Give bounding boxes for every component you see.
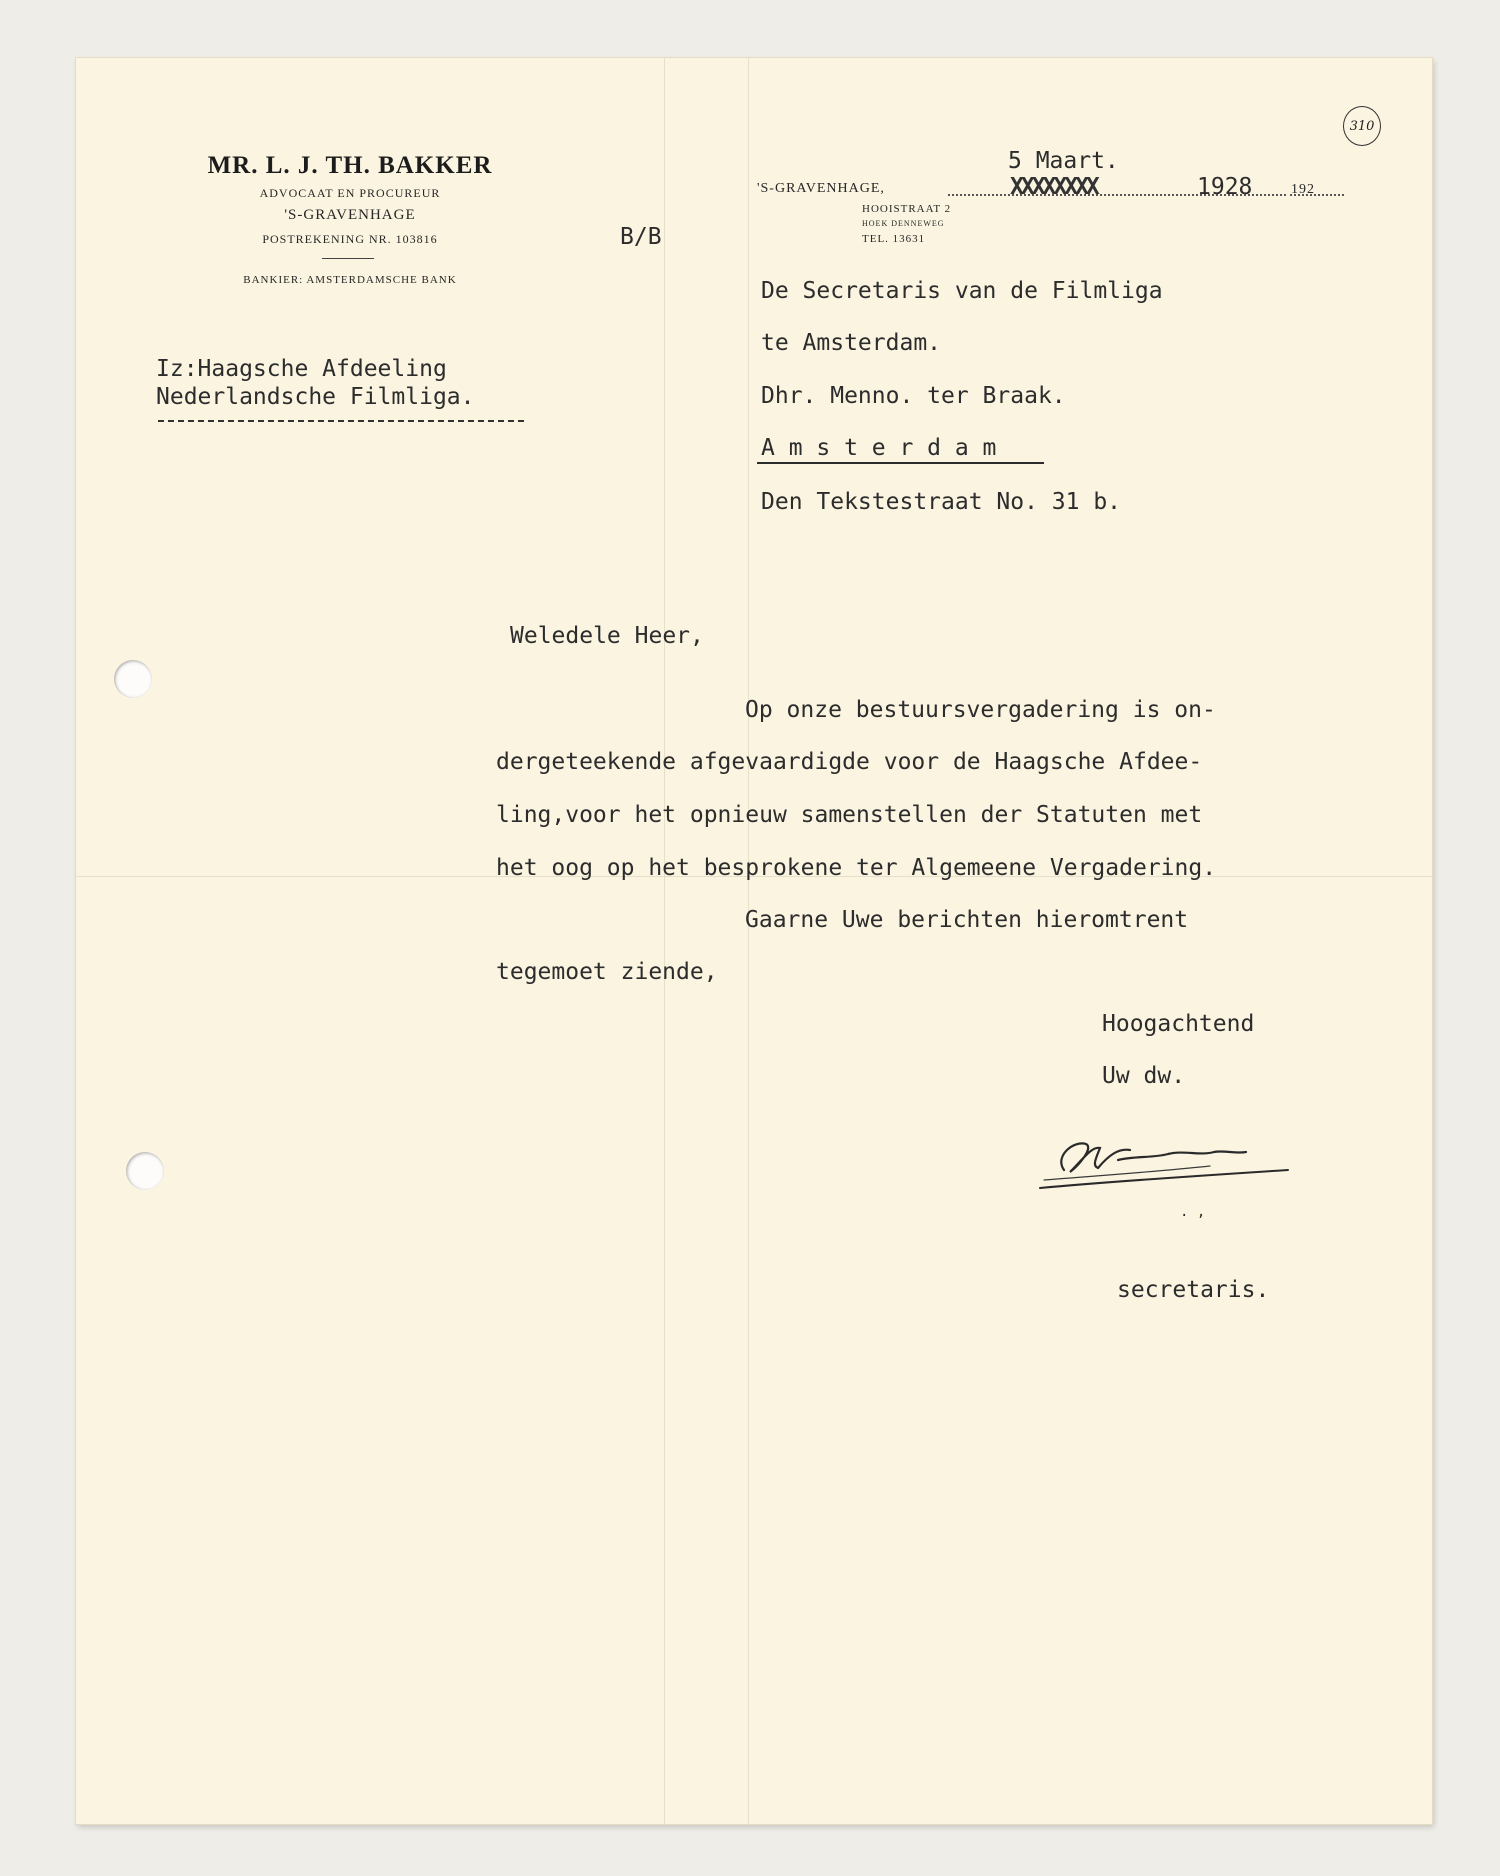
- letterhead-profession: ADVOCAAT EN PROCUREUR: [259, 186, 441, 200]
- letterhead-address-2: HOEK DENNEWEG: [862, 219, 945, 228]
- letterhead-telephone: TEL. 13631: [862, 233, 926, 245]
- letterhead-place: 'S-GRAVENHAGE,: [757, 181, 885, 196]
- archive-number-text: 310: [1349, 118, 1375, 134]
- sender-line-1: Iz:Haagsche Afdeeling: [156, 356, 447, 382]
- closing-title: secretaris.: [1117, 1277, 1270, 1303]
- fold-crease-vertical-2: [748, 58, 749, 1824]
- date-dotted-line: [948, 194, 1286, 196]
- letterhead-postrekening: POSTREKENING NR. 103816: [262, 232, 438, 246]
- handwritten-signature: [1034, 1126, 1294, 1196]
- recipient-line-4: A m s t e r d a m: [761, 435, 997, 461]
- body-p1-line-4: het oog op het besprokene ter Algemeene Vergadering.: [496, 855, 1217, 881]
- letterhead-year-printed: 192: [1291, 182, 1315, 197]
- body-p2-line-2: tegemoet ziende,: [496, 959, 718, 985]
- letterhead-bankier: BANKIER: AMSTERDAMSCHE BANK: [243, 274, 457, 286]
- fold-crease-vertical: [664, 58, 665, 1824]
- closing-line-2: Uw dw.: [1102, 1063, 1186, 1089]
- letterhead-address-1: HOOISTRAAT 2: [862, 203, 952, 215]
- date-day-month: 5 Maart.: [1008, 148, 1119, 174]
- sender-line-2: Nederlandsche Filmliga.: [156, 384, 475, 410]
- recipient-city-underline: [757, 462, 1044, 464]
- body-p1-line-1: Op onze bestuursvergadering is on-: [745, 697, 1216, 723]
- sender-dashed-underline: [158, 420, 524, 422]
- closing-line-1: Hoogachtend: [1102, 1011, 1255, 1037]
- letter-page: [76, 58, 1432, 1824]
- salutation: Weledele Heer,: [510, 623, 704, 649]
- date-dotted-line-end: [1290, 194, 1344, 196]
- recipient-line-5: Den Tekstestraat No. 31 b.: [761, 489, 1122, 515]
- punch-hole-top: [114, 660, 152, 698]
- reference-code: B/B: [620, 224, 662, 250]
- date-year: 1928: [1197, 174, 1253, 200]
- body-p1-line-2: dergeteekende afgevaardigde voor de Haagsche Afdee-: [496, 749, 1203, 775]
- date-overtyped: XXXXXXXX: [1010, 174, 1097, 200]
- body-p1-line-3: ling,voor het opnieuw samenstellen der Statuten met: [496, 802, 1203, 828]
- letterhead-city: 'S-GRAVENHAGE: [284, 207, 416, 223]
- recipient-line-1: De Secretaris van de Filmliga: [761, 278, 1163, 304]
- body-p2-line-1: Gaarne Uwe berichten hieromtrent: [745, 907, 1189, 933]
- letterhead-divider: [322, 258, 374, 259]
- letterhead-name: MR. L. J. TH. BAKKER: [207, 152, 493, 179]
- signature-marks: . ,: [1180, 1204, 1206, 1220]
- recipient-line-3: Dhr. Menno. ter Braak.: [761, 383, 1066, 409]
- recipient-line-2: te Amsterdam.: [761, 330, 942, 356]
- punch-hole-bottom: [126, 1152, 164, 1190]
- archive-number-stamp: [1343, 106, 1381, 146]
